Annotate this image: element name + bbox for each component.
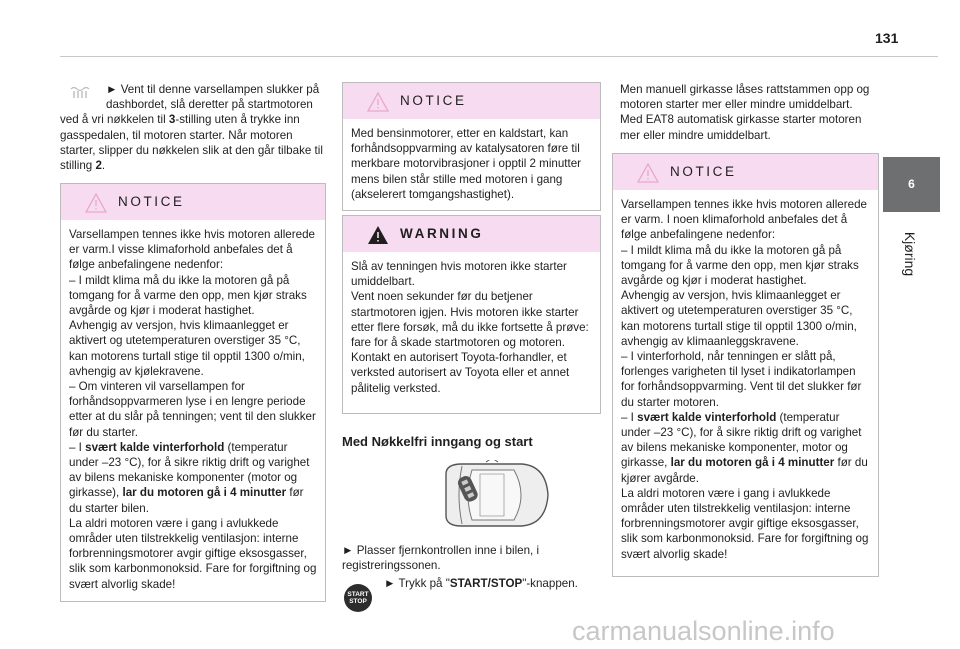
warning-triangle-icon [367, 225, 389, 245]
n5-d: lar du motoren gå i 4 minutter [122, 486, 287, 500]
n5-c: (temperatur under –23 °C), for å sikre riktig drift og varighet av bilens mekaniske komponenter (motor og girkasse), [69, 440, 310, 500]
notice-p5 [621, 410, 870, 486]
notice-p5 [69, 440, 317, 516]
car-key-diagram [442, 460, 550, 530]
notice-p4: – Om vinteren vil varsellampen for forhåndsoppvarmeren lyse i en lengre periode etter at du slår på tenningen; vent til den slukker før du starter. [69, 380, 316, 439]
stop-label: STOP [349, 598, 367, 605]
warning-body [343, 252, 600, 404]
warning-p2: Vent noen sekunder før du betjener startmotoren igjen. Hvis motoren ikke starter etter flere forsøk, må du ikke fortsette å prøve: fare for å skade startmotoren og motoren. [351, 290, 589, 350]
intro-line-1: ► Vent til denne varsellampen slukker på [106, 83, 320, 96]
watermark: carmanualsonline.info [572, 616, 835, 646]
header-rule [60, 56, 938, 57]
notice-box-2 [342, 82, 601, 211]
intro-bold-1: 3 [168, 113, 176, 127]
n5-b: svært kalde vinterforhold [637, 410, 777, 424]
section-heading: Med Nøkkelfri inngang og start [342, 434, 533, 449]
n5-b: svært kalde vinterforhold [85, 440, 225, 454]
step-1: ► Plasser fjernkontrollen inne i bilen, i registreringssonen. [342, 544, 540, 573]
step2-a: ► Trykk på " [384, 577, 450, 590]
notice-title: NOTICE [670, 164, 737, 179]
warning-box [342, 215, 601, 414]
n5-e: før du starter bilen. [69, 486, 304, 515]
notice-text: Med bensinmotorer, etter en kaldstart, kan forhåndsoppvarming av katalysatoren føre til merkbare motorvibrasjoner i opptil 2 minutter mens bilen står stille med motoren i gang (akselerert tomgangshastighet). [351, 127, 582, 201]
notice-title: NOTICE [400, 93, 467, 108]
col3-p2: Med EAT8 automatisk girkasse starter motoren mer eller mindre umiddelbart. [620, 113, 862, 142]
notice-p6: La aldri motoren være i gang i avlukkede områder uten tilstrekkelig ventilasjon: interne forbrenningsmotorer avgir giftige eksosgasser, slik som karbonmonoksid. Fare for forgiftning og svært alvorlig skade! [621, 486, 869, 561]
notice-p2: – I mildt klima må du ikke la motoren gå på tomgang for å varme den opp, men kjør straks avgårde og kjør i moderat hastighet. [621, 243, 859, 288]
col3-p1: Men manuell girkasse låses rattstammen opp og motoren starter mer eller mindre umiddelbart. [620, 83, 870, 112]
step2-c: "-knappen. [522, 577, 578, 590]
notice-p6: La aldri motoren være i gang i avlukkede områder uten tilstrekkelig ventilasjon: interne forbrenningsmotorer avgir giftige eksosgasser, slik som karbonmonoksid. Fare for forgiftning og svært alvorlig skade! [69, 516, 317, 591]
notice-p2: – I mildt klima må du ikke la motoren gå på tomgang for å varme den opp, men kjør straks avgårde og kjør i moderat hastighet. [69, 273, 307, 318]
notice-p1: Varsellampen tennes ikke hvis motoren allerede er varm.I visse klimaforhold anbefales det å følge anbefalingene nedenfor: [69, 228, 315, 272]
notice-triangle-icon [85, 193, 107, 213]
intro-bold-2: 2 [95, 159, 102, 173]
notice-box-3 [612, 153, 879, 577]
notice-triangle-icon [637, 163, 659, 183]
n5-a: – I [69, 440, 82, 454]
notice-title: NOTICE [118, 194, 185, 209]
notice-p1: Varsellampen tennes ikke hvis motoren allerede er varm. I noen klimaforhold anbefales det å følge anbefalingene nedenfor: [621, 198, 867, 242]
chapter-tab: 6 [883, 157, 940, 212]
n5-e: før du kjører avgårde. [621, 456, 868, 485]
intro-paragraph [60, 97, 325, 173]
notice-body [343, 119, 600, 210]
step-2 [384, 576, 601, 591]
intro-text-3: . [101, 159, 106, 173]
notice-box-1 [60, 183, 326, 602]
notice-header [61, 184, 325, 220]
column-3-intro [620, 82, 882, 143]
warning-p1: Slå av tenningen hvis motoren ikke starter umiddelbart. [351, 260, 567, 289]
notice-body [613, 190, 878, 570]
n5-c: (temperatur under –23 °C), for å sikre riktig drift og varighet av bilens mekaniske komponenter, motor og girkasse, [621, 410, 862, 470]
warning-header [343, 216, 600, 252]
intro-text-1: dashbordet, slå deretter på startmotoren ved å vri nøkkelen til [60, 98, 313, 127]
column-1 [60, 82, 325, 173]
chapter-title [880, 222, 940, 286]
n5-d: lar du motoren gå i 4 minutter [670, 456, 835, 470]
chapter-title-text: Kjøring [902, 231, 918, 277]
start-label: START [347, 591, 369, 598]
notice-triangle-icon [367, 92, 389, 112]
intro-text-2: -stilling uten å trykke inn gasspedalen, til motoren starter. Når motoren starter, slipper du nøkkelen slik at den går tilbake til stilling [60, 113, 323, 173]
notice-p4: – I vinterforhold, når tenningen er slått på, forlenges varigheten til lyset i indikatorlampen for forhåndsoppvarming. Vent til det slukker før du starter motoren. [621, 350, 862, 409]
notice-header [613, 154, 878, 190]
notice-header [343, 83, 600, 119]
step2-b: START/STOP [449, 577, 523, 590]
n5-a: – I [621, 410, 634, 424]
notice-p3: Avhengig av versjon, hvis klimaanlegget er aktivert og utetemperaturen overstiger 35 °C, kan motorens turtall stige til opptil 1300 o/min, avhengig av kjølekravene. [69, 319, 305, 378]
start-stop-button-icon [344, 584, 372, 612]
warning-p3: Kontakt en autorisert Toyota-forhandler, et verksted autorisert av Toyota eller et annet pålitelig verksted. [351, 351, 570, 395]
notice-p3: Avhengig av versjon, hvis klimaanlegget er aktivert og utetemperaturen overstiger 35 °C, kan motorens turtall stige til opptil 1300 o/min, avhengig av klimaanleggskravene. [621, 289, 857, 348]
page-number: 131 [875, 30, 899, 46]
warning-title: WARNING [400, 226, 484, 241]
notice-body [61, 220, 325, 600]
